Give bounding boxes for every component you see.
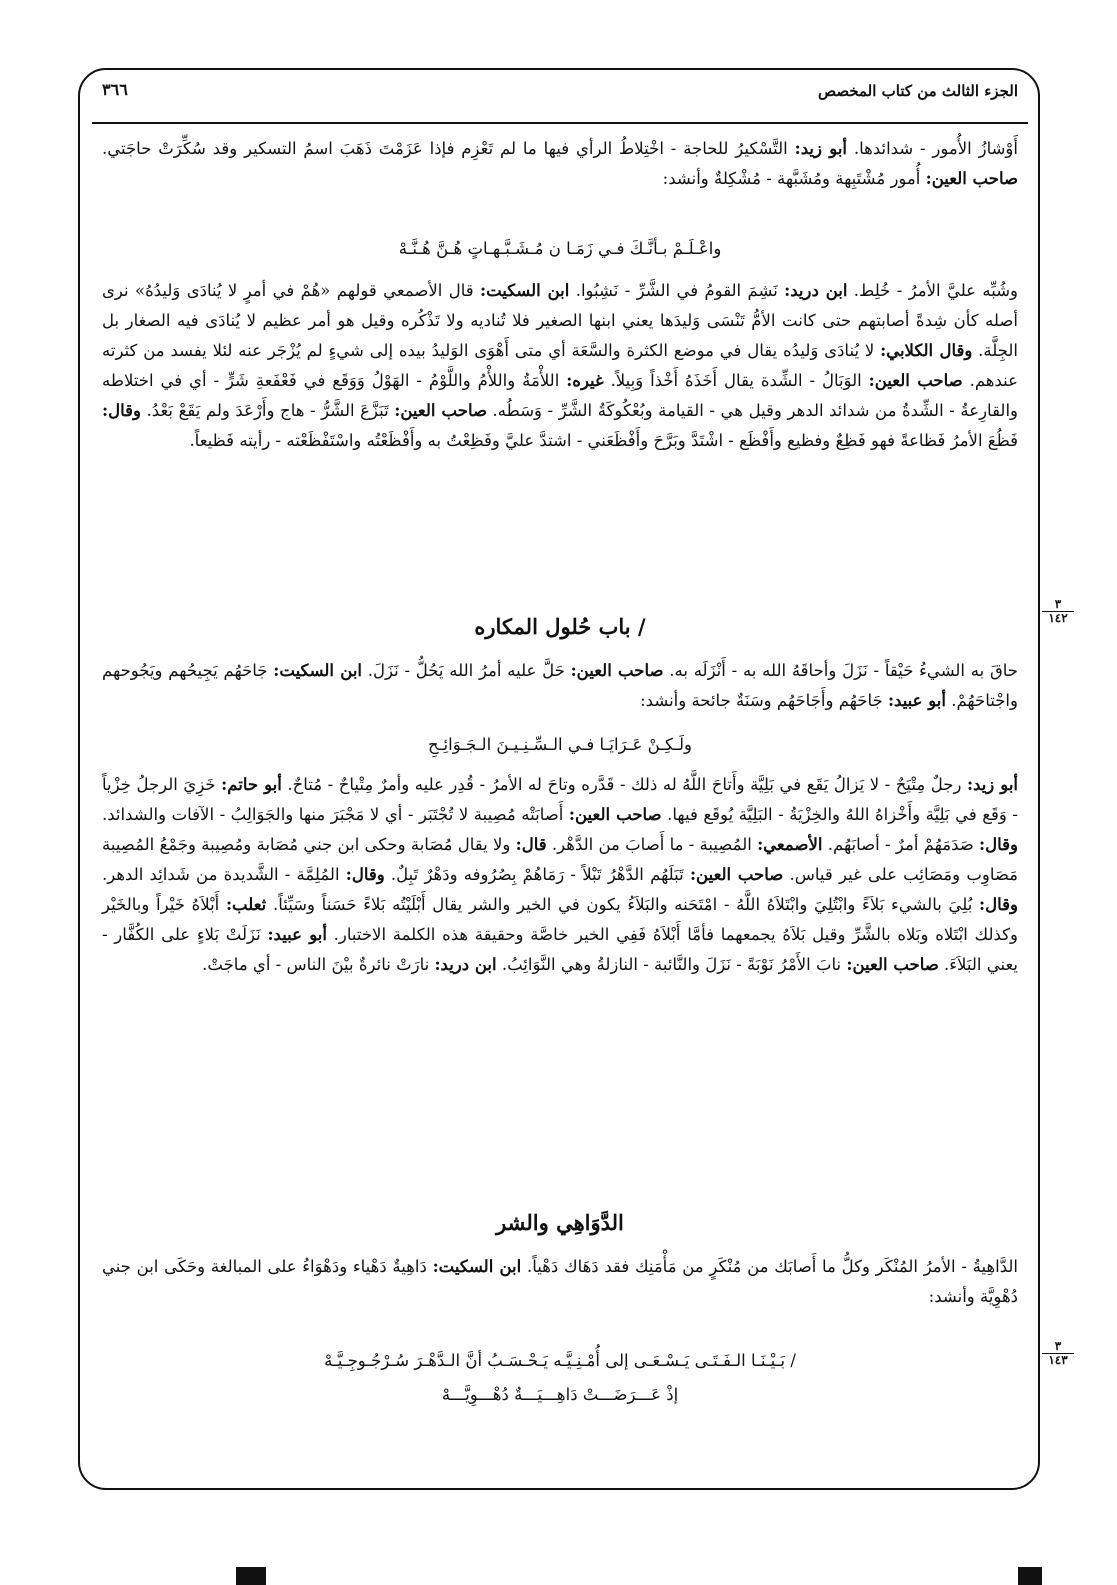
text-run: نابَ الأَمْرُ نَوْبَةً - نَزَلَ والنَّائبة - النازلةُ وهي النَّوَائِبُ.	[496, 955, 847, 974]
text-run: فَظُعَ الأمرُ فَظاعةً فهو فَظِعٌ وفظيع وأَفْظَع - اشْتَدَّ وبَرَّحَ وأَفْظَعَني - اشتدَّ عليَّ وفَظِعْتُ به وأَفْظَعْتُه واسْتَفْظَعْته - رأيته فَظيعاً.	[189, 431, 1018, 450]
source-label: صاحب العين:	[394, 401, 487, 420]
margin-reference-top: ٣	[1042, 1340, 1074, 1354]
text-run: بُلِيَ بالشيء بَلاَءً وابْتُلِيَ وابْتَلاَهُ اللَّهُ - امْتَحَنه والبَلاَءُ يكون في الخير والشر يقال أَبْلَيْتُه بَلاءً حَسَناً وسَيِّئاً.	[266, 895, 980, 914]
margin-reference-bottom: ١٤٣	[1048, 1353, 1068, 1367]
paragraph-4	[102, 770, 1018, 980]
source-label: صاحب العين:	[689, 865, 784, 884]
source-label: صاحب العين:	[868, 371, 963, 390]
source-label: قال:	[515, 835, 547, 854]
paragraph-2	[102, 276, 1018, 456]
margin-reference-2	[1042, 1340, 1074, 1367]
source-label: ابن السكيت:	[432, 1257, 522, 1276]
source-label: صاحب العين:	[570, 661, 664, 680]
text-run: حَلَّ عليه أمرُ الله يَحُلُّ - نَزَلَ.	[362, 661, 571, 680]
text-run: الوَبَالُ - الشِّدة يقال أَخَذَهُ أَخْذاً وَبِيلاً.	[603, 371, 869, 390]
scan-mark	[1018, 1567, 1042, 1585]
header-rule	[92, 122, 1028, 124]
text-run: المُصِيبة - ما أَصابَ من الدَّهْر.	[546, 835, 758, 854]
book-title: الجزء الثالث من كتاب المخصص	[817, 82, 1018, 100]
text-run: اللأْمَةُ واللأْمُ واللَّوْمُ - الهَوْلُ وَوَقَع في فَعْفَعةِ شَرٍّ - أي في اختلاطه والقارِعةُ - الشِّدةُ من شدائد الدهر وقيل هي - القيامة وبُعْكُوكَةُ الشَّرِّ - وَسَطُه.	[102, 371, 1018, 420]
verse-1: واعْـلَـمْ بـأنَّـكَ فـي زَمَـا ن مُـشَـبَّـهـاتٍ هُـنَّ هُـنَّـهْ	[398, 239, 722, 258]
text-run: نَزَلَتْ بَلاءٍ على الكُفَّار - يعني البَلاَءَ.	[102, 925, 1018, 974]
text-run: صَدَمَهُمْ أمرٌ - أصابَهُم.	[822, 835, 980, 854]
source-label: أبو عبيد:	[887, 691, 946, 710]
source-label: ثعلب:	[225, 895, 267, 914]
text-run: قال الأصمعي قولهم «هُمْ في أمرٍ لا يُنادَى وَليدُهُ» نرى أصله كأن شِدةً أصابتهم حتى كانت الأمُّ تَنْسَى وَليدَها يعني ابنها الصغير فلا تُناديه ولا تَذْكُره وقيل هو أمر عظيم لا يُنادَى فيه الصغار بل الجِلَّة.	[102, 281, 1018, 360]
source-label: وقال:	[979, 835, 1019, 854]
text-run: جَاحَهُم يَجِيحُهم ويَجُوحهم واجْتاحَهُمْ.	[102, 661, 1018, 710]
source-label: وقال:	[345, 865, 385, 884]
source-label: ابن دريد:	[434, 955, 497, 974]
text-run: دَاهِيةٌ دَهْياء ودَهْوَاءُ على المبالغة وحَكَى ابن جني دُهْوِيَّة وأنشد:	[102, 1257, 1018, 1306]
source-label: صاحب العين:	[846, 955, 939, 974]
text-run: نارَتْ نائرةٌ بيْنَ الناس - أي ماجَتْ.	[202, 955, 435, 974]
source-label: صاحب العين:	[568, 805, 662, 824]
text-run: تَبَزَّعَ الشَّرُّ - هاج وأَرْعَدَ ولم يَقَعْ بَعْدُ.	[140, 401, 395, 420]
source-label: ابن السكيت:	[273, 661, 362, 680]
text-run: تَبَلَهُم الدَّهْرُ تَبْلاً - رَمَاهُمْ بِصُرُوفه ودَهْرٌ تَبِلٌ.	[384, 865, 690, 884]
source-label: أبو عبيد:	[267, 925, 327, 944]
text-run: لا يُنادَى وَليدُه يقال في موضع الكثرة والسَّعَة أي متى أَهْوَى الوَليدُ بيده إلى شيءٍ لم يُزْجَر عنه لئلا يفسد من كثرته عندهم.	[102, 341, 1018, 390]
paragraph-3	[102, 656, 1018, 716]
text-run: خَزِيَ الرجلُ خِزْياً - وَقَع في بَلِيَّة وأَخْزاهُ اللهُ والخِزْيَةُ - البَلِيَّة يُوقَع فيها.	[102, 775, 1019, 824]
margin-reference-top: ٣	[1042, 598, 1074, 612]
source-label: غيره:	[566, 371, 604, 390]
source-label: أبو زيد:	[794, 139, 847, 158]
source-label: صاحب العين:	[925, 169, 1018, 188]
text-run: التَّسْكيرُ للحاجة - اخْتِلاطُ الرأي فيها ما لم تَعْزِم فإذا عَزَمْتَ ذَهَبَ اسمُ التسكير وقد سُكِّرَتْ حاجَتي.	[102, 139, 795, 158]
source-label: ابن السكيت:	[480, 281, 570, 300]
source-label: وقال:	[102, 401, 141, 420]
source-label: أبو زيد:	[966, 775, 1018, 794]
text-run: نَشِمَ القومُ في الشَّرِّ - نَشِبُوا.	[569, 281, 785, 300]
source-label: أبو حاتم:	[221, 775, 282, 794]
text-run: المُلِمَّة - الشَّديدة من شَدائِد الدهر.	[102, 865, 346, 884]
text-run: رجلٌ مِتْيَحٌ - لا يَزالُ يَقَع في بَلِيَّة وأَتاحَ اللَّهُ له ذلك - قَدَّره وتاحَ له الأمرُ - قُدِر عليه وأمرٌ مِتْياحٌ - مُتاحٌ.	[281, 775, 967, 794]
text-run: ولا يقال مُصَابة وحكى ابن جني مُصَابة ومُصِيبة وجَمْعُ المُصِيبة مَصَاوِب ومَصَائِب على غير قياس.	[102, 835, 1018, 884]
paragraph-5	[102, 1252, 1018, 1312]
text-run: وشُبِّه عليَّ الأمرُ - خُلِط.	[847, 281, 1019, 300]
text-run: أَوْشازُ الأُمور - شدائدها.	[847, 139, 1018, 158]
margin-reference-bottom: ١٤٢	[1048, 611, 1068, 625]
text-run: أَصابَتْه مُصِيبة لا تُجْتَبَر - أي لا مَجْبَرَ منها والجَوَالِبُ - الآفات والشدائد.	[102, 805, 569, 824]
text-run: أَبْلاَهُ خَيْراً وبالخَيْر وكذلك ابْتَلاه وبَلاه بالشَّرِّ وقيل بَلاَهُ يجمعهما فأمَّا أَبْلاَهُ فَفِي الخير خاصَّة وحقيقة هذه الكلمة الاختبار.	[102, 895, 1018, 944]
verse-3-line-2: إذْ عَـــرَضَـــتْ دَاهِـــيَـــةٌ دُهْـــوِيَّـــهْ	[441, 1385, 679, 1404]
verse-2: ولَـكِـنْ عَـرَايَـا فـي الـسِّـنِـيـنَ الـجَـوَائِـحِ	[428, 735, 692, 754]
source-label: وقال:	[979, 895, 1018, 914]
page-number: ٣٦٦	[102, 80, 128, 99]
verse-3-line-1: / بَـيْـنَـا الـفَـتَـى يَـسْـعَـى إلى أُمْـنِـيَّـه يَـحْـسَـبُ أنَّ الـدَّهْـرَ سُـرْجُـوجِـيَّـهْ	[324, 1351, 796, 1370]
scan-mark	[236, 1567, 266, 1585]
text-run: جَاحَهُم وأَجَاحَهُم وسَنَةٌ جائحة وأنشد:	[640, 691, 888, 710]
source-label: وقال الكلابي:	[880, 341, 973, 360]
section-heading-1: / باب حُلول المكاره	[474, 614, 646, 639]
text-run: الدَّاهِيةُ - الأمرُ المُنْكَر وكلُّ ما أَصابَك من مُنْكَرٍ من مَأْمَنِك فقد دَهَاك دَهْياً.	[521, 1257, 1018, 1276]
section-heading-2: الدَّوَاهِي والشر	[496, 1210, 624, 1235]
text-run: أُمور مُشْتَبِهة ومُشَبَّهة - مُشْكِلةٌ وأنشد:	[662, 169, 926, 188]
source-label: الأصمعي:	[757, 835, 823, 854]
text-run: حاقَ به الشيءُ حَيْقاً - نَزَلَ وأحاقَهُ الله به - أَنْزَلَه به.	[663, 661, 1019, 680]
source-label: ابن دريد:	[784, 281, 848, 300]
paragraph-1	[102, 134, 1018, 194]
margin-reference-1	[1042, 598, 1074, 625]
running-header	[92, 74, 1028, 108]
